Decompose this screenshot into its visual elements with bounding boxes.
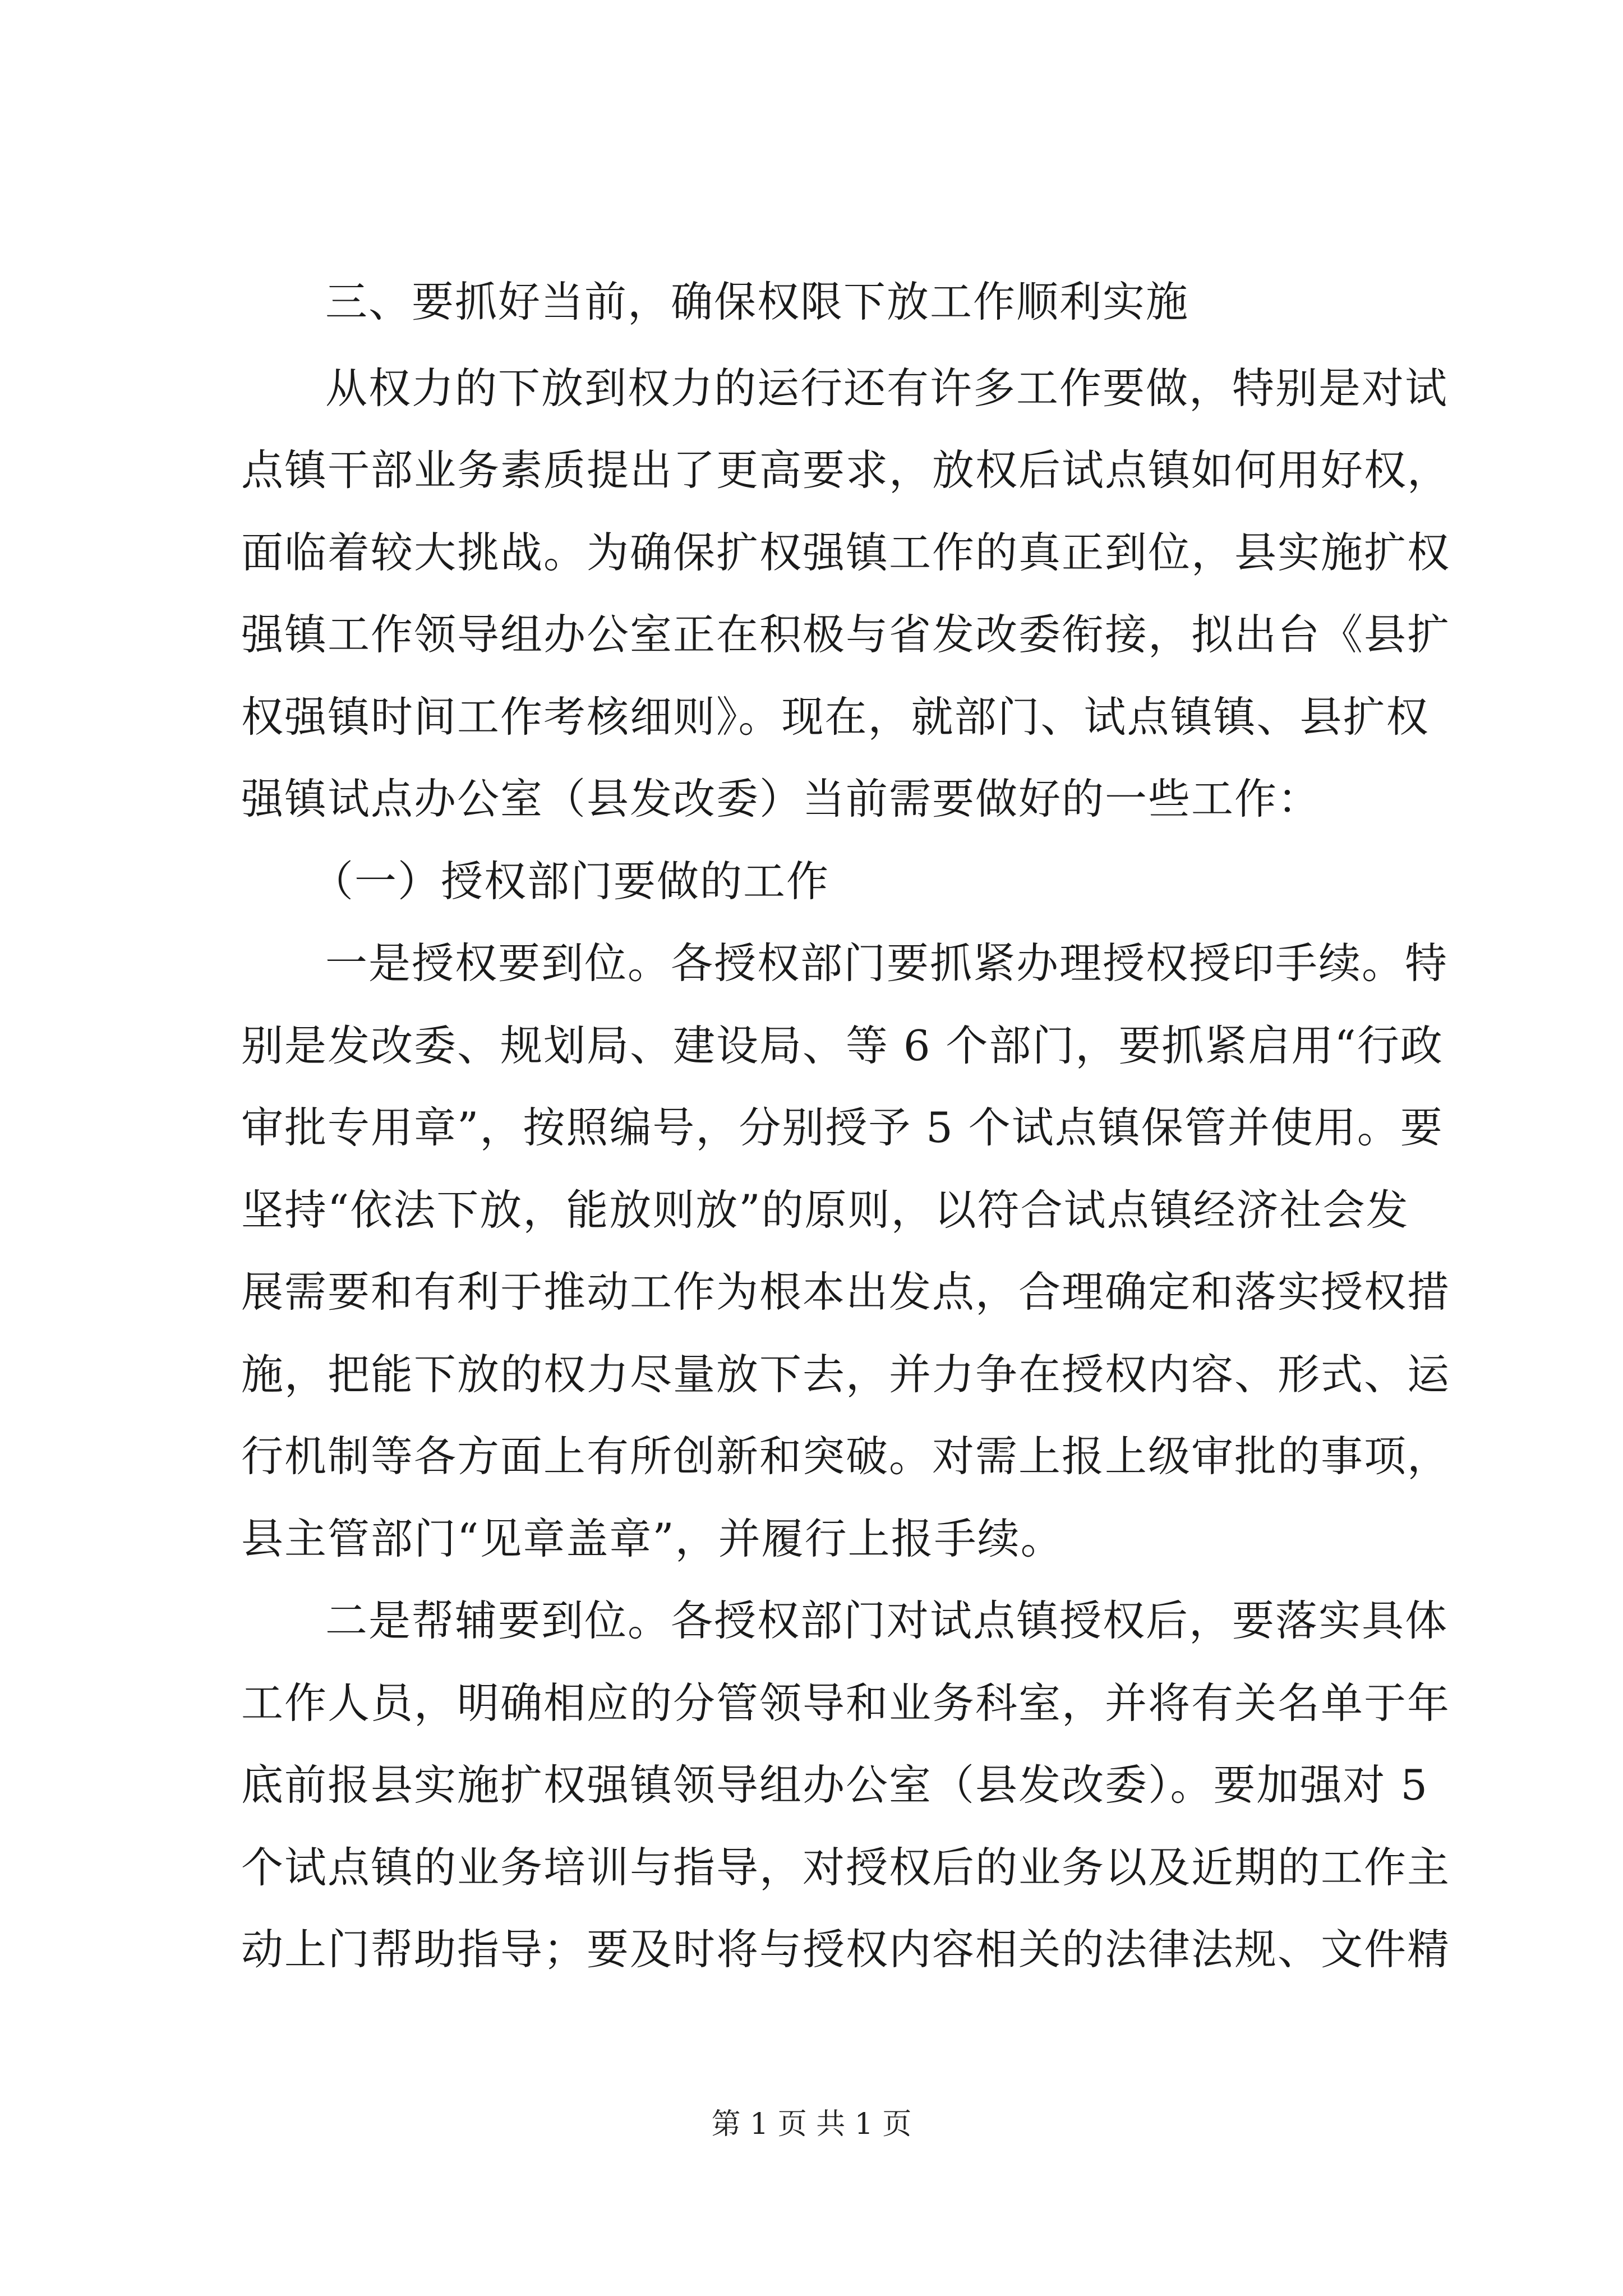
subsection-heading: （一）授权部门要做的工作 — [311, 857, 830, 906]
paragraph-line: 别是发改委、规划局、建设局、等 6 个部门，要抓紧启用“行政 — [241, 1021, 1444, 1070]
section-heading: 三、要抓好当前，确保权限下放工作顺利实施 — [325, 277, 1189, 326]
paragraph-line: 展需要和有利于推动工作为根本出发点，合理确定和落实授权措 — [241, 1267, 1451, 1317]
paragraph-line: 面临着较大挑战。为确保扩权强镇工作的真正到位，县实施扩权 — [241, 528, 1451, 577]
page-footer: 第 1 页 共 1 页 — [711, 2108, 912, 2141]
paragraph-line: 行机制等各方面上有所创新和突破。对需上报上级审批的事项， — [241, 1432, 1451, 1481]
paragraph-line: 施，把能下放的权力尽量放下去，并力争在授权内容、形式、运 — [241, 1350, 1451, 1399]
paragraph-line: 强镇试点办公室（县发改委）当前需要做好的一些工作： — [241, 774, 1321, 823]
paragraph-line: 底前报县实施扩权强镇领导组办公室（县发改委）。要加强对 5 — [241, 1760, 1429, 1810]
paragraph-line: 一是授权要到位。各授权部门要抓紧办理授权授印手续。特 — [325, 938, 1449, 988]
paragraph-line: 点镇干部业务素质提出了更高要求，放权后试点镇如何用好权， — [241, 445, 1451, 495]
paragraph-line: 二是帮辅要到位。各授权部门对试点镇授权后，要落实具体 — [325, 1596, 1449, 1645]
paragraph-line: 权强镇时间工作考核细则》。现在，就部门、试点镇镇、县扩权 — [241, 692, 1430, 742]
paragraph-line: 坚持“依法下放，能放则放”的原则，以符合试点镇经济社会发 — [241, 1185, 1409, 1235]
paragraph-line: 从权力的下放到权力的运行还有许多工作要做，特别是对试 — [325, 364, 1449, 413]
paragraph-line: 强镇工作领导组办公室正在积极与省发改委衔接，拟出台《县扩 — [241, 610, 1451, 659]
paragraph-line: 动上门帮助指导；要及时将与授权内容相关的法律法规、文件精 — [241, 1925, 1451, 1974]
paragraph-line: 工作人员，明确相应的分管领导和业务科室，并将有关名单于年 — [241, 1678, 1451, 1728]
paragraph-line: 审批专用章”，按照编号，分别授予 5 个试点镇保管并使用。要 — [241, 1103, 1444, 1152]
paragraph-line: 县主管部门“见章盖章”，并履行上报手续。 — [241, 1514, 1064, 1563]
paragraph-line: 个试点镇的业务培训与指导，对授权后的业务以及近期的工作主 — [241, 1843, 1451, 1892]
